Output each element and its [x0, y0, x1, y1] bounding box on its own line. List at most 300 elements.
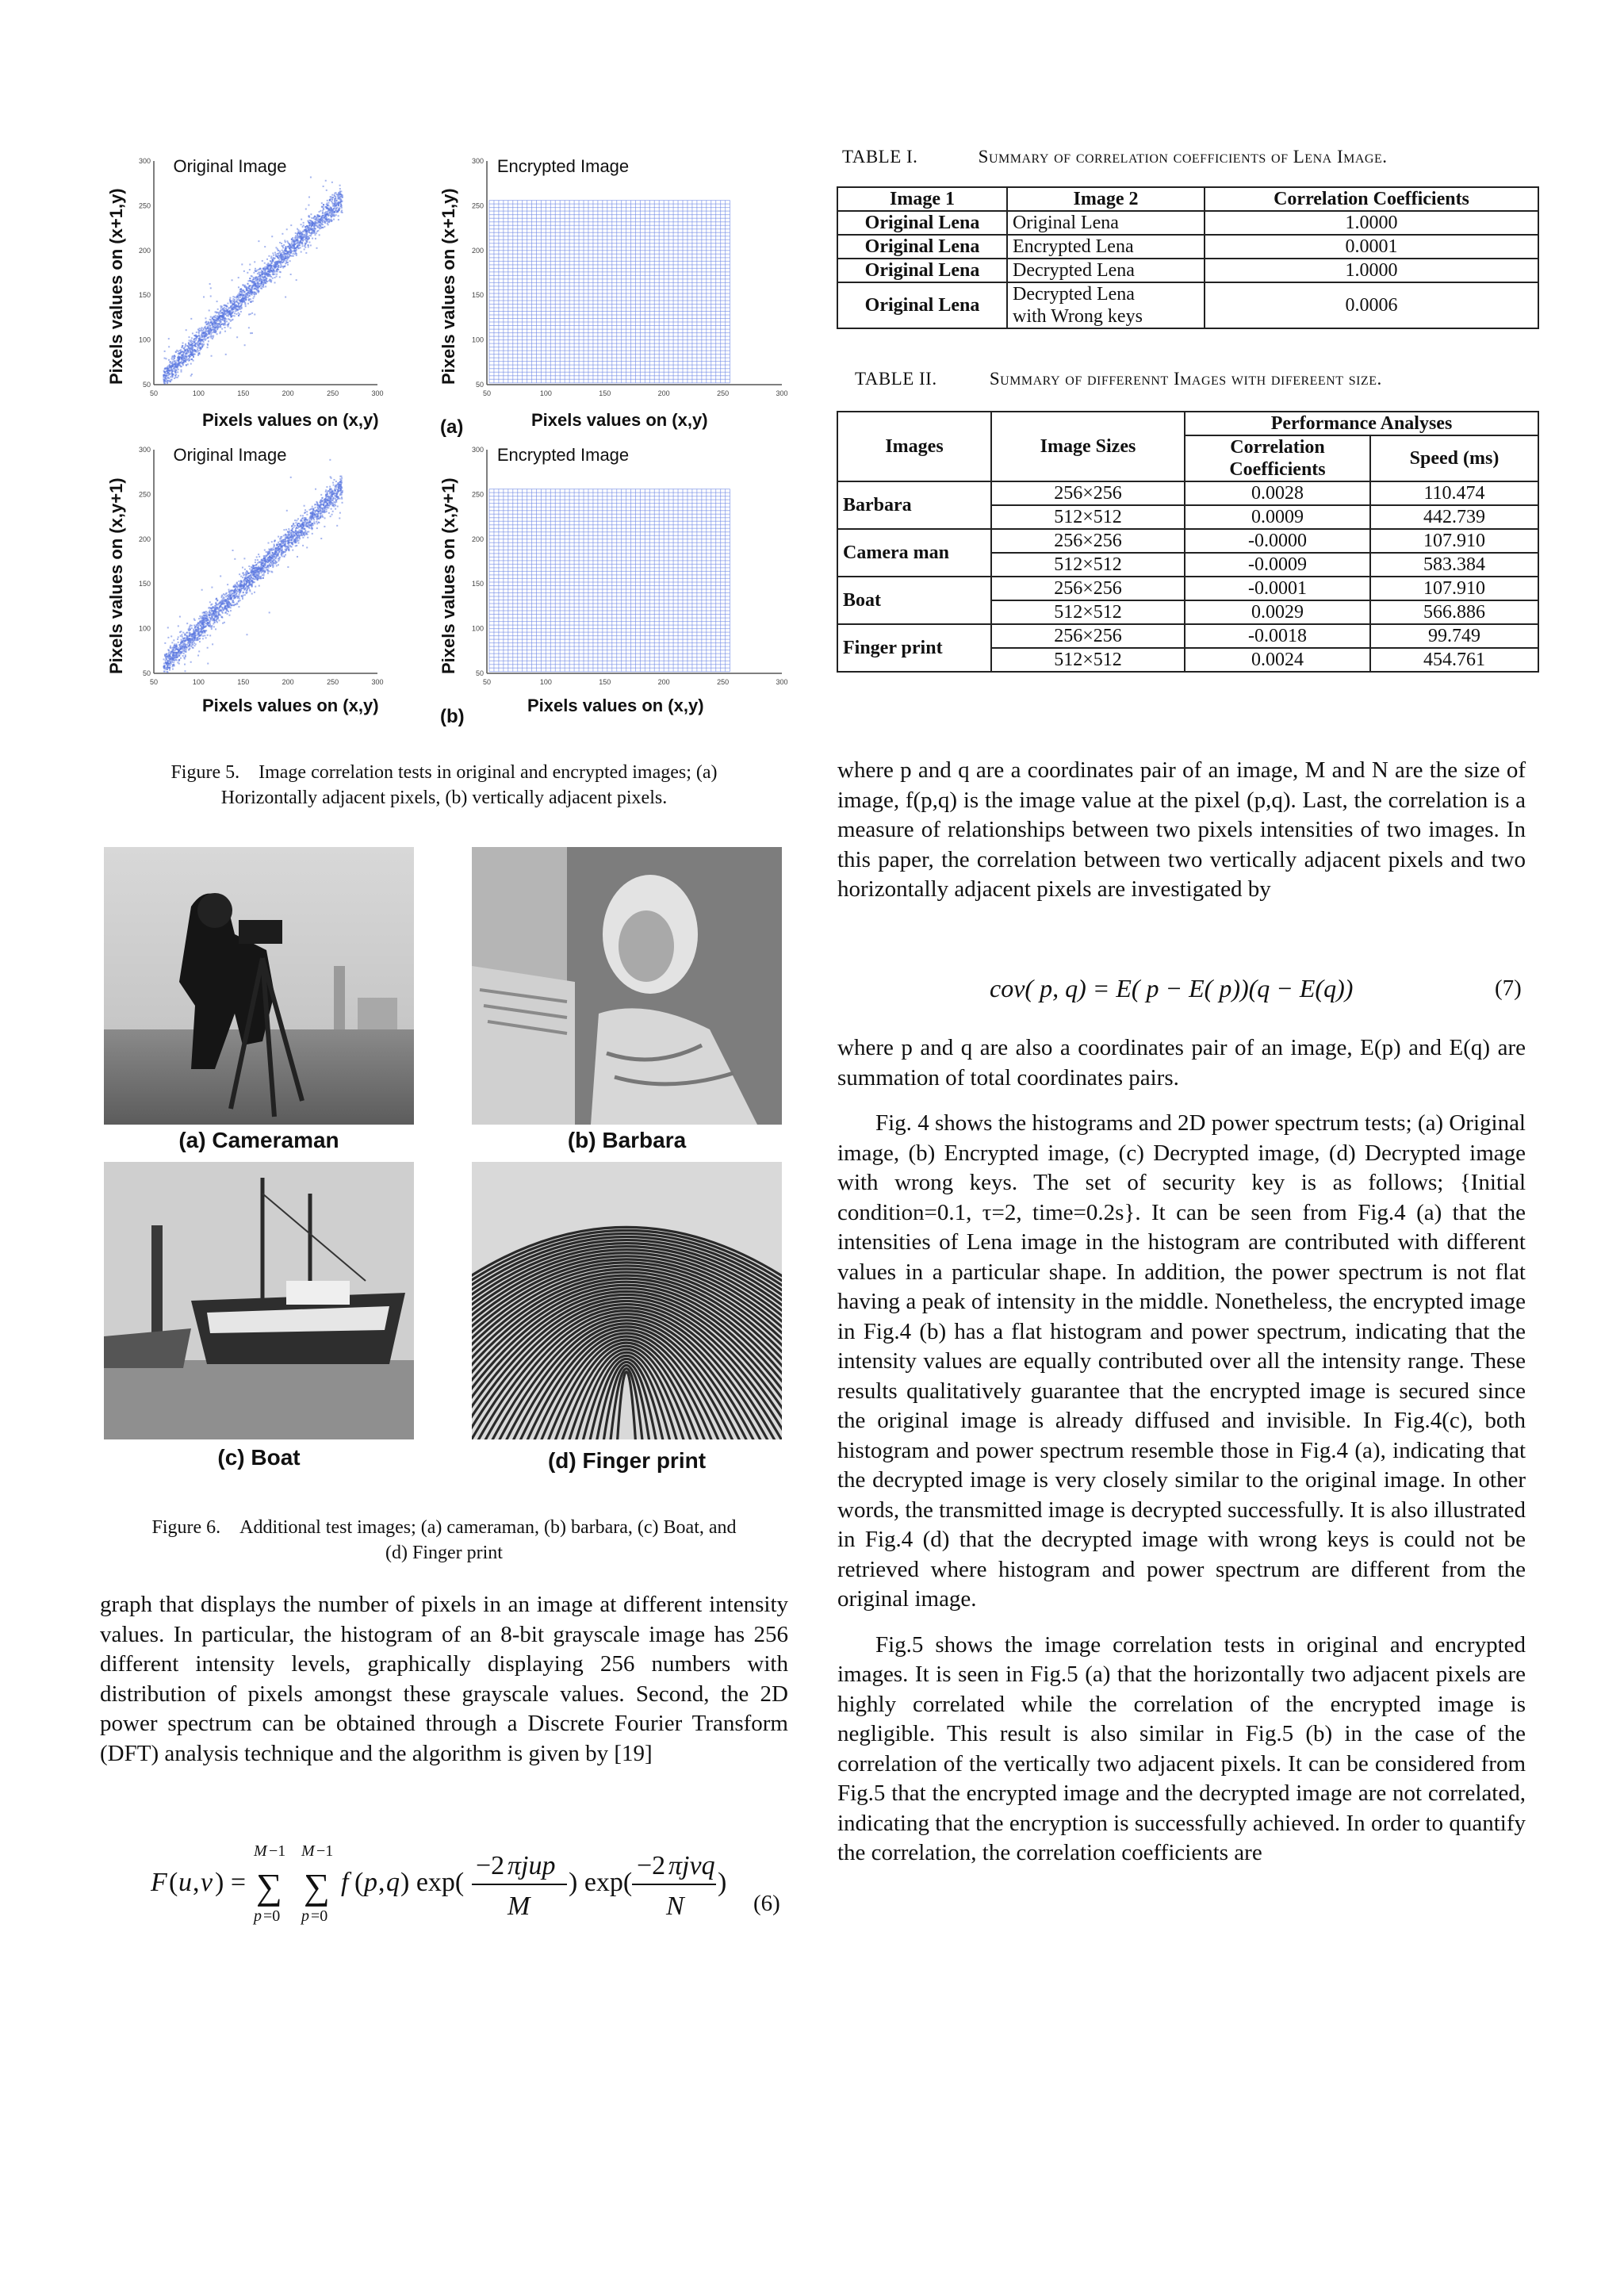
scatter-point — [247, 272, 248, 274]
scatter-point — [197, 627, 198, 628]
scatter-point — [308, 524, 310, 526]
scatter-point — [274, 282, 276, 283]
scatter-point — [205, 620, 207, 622]
scatter-point — [166, 374, 167, 376]
scatter-point — [209, 327, 211, 328]
scatter-point — [246, 573, 247, 575]
scatter-point — [191, 374, 193, 375]
scatter-point — [276, 261, 278, 263]
scatter-point — [264, 274, 266, 275]
scatter-point — [198, 650, 200, 652]
scatter-point — [191, 627, 193, 629]
scatter-grid — [489, 201, 730, 383]
scatter-point — [221, 319, 223, 320]
scatter-point — [335, 214, 337, 216]
scatter-point — [238, 303, 239, 305]
scatter-point — [234, 301, 236, 303]
scatter-point — [244, 296, 246, 297]
scatter-point — [201, 334, 202, 335]
scatter-point — [257, 574, 259, 576]
scatter-point — [169, 380, 170, 381]
scatter-point — [279, 257, 281, 259]
scatter-point — [268, 548, 270, 550]
scatter-point — [259, 562, 260, 563]
scatter-point — [173, 639, 174, 641]
scatter-point — [266, 565, 268, 566]
scatter-point — [336, 491, 338, 493]
scatter-point — [283, 259, 285, 261]
scatter-point — [313, 508, 315, 509]
scatter-point — [316, 523, 318, 524]
scatter-point — [320, 494, 322, 496]
y-tick-label: 50 — [475, 669, 484, 677]
scatter-point — [205, 339, 206, 341]
scatter-point — [190, 344, 192, 346]
scatter-point — [325, 500, 327, 502]
scatter-point — [334, 194, 335, 196]
scatter-point — [304, 528, 305, 530]
scatter-point — [259, 556, 260, 558]
scatter-point — [331, 502, 333, 504]
scatter-point — [301, 224, 302, 225]
scatter-point — [275, 558, 277, 559]
scatter-point — [275, 247, 277, 248]
scatter-point — [290, 224, 292, 226]
scatter-point — [205, 331, 207, 332]
scatter-point — [239, 299, 241, 301]
scatter-point — [274, 550, 276, 551]
scatter-point — [304, 244, 306, 246]
scatter-point — [249, 578, 251, 580]
scatter-point — [247, 292, 249, 293]
scatter-point — [278, 555, 279, 557]
scatter-point — [335, 200, 337, 201]
scatter-point — [247, 585, 249, 586]
scatter-point — [286, 240, 288, 242]
scatter-point — [279, 543, 281, 545]
scatter-point — [200, 617, 201, 619]
scatter-point — [246, 570, 247, 572]
scatter-point — [291, 243, 293, 244]
scatter-point — [269, 551, 270, 553]
scatter-point — [219, 614, 220, 615]
scatter-point — [272, 562, 274, 563]
x-tick-label: 150 — [237, 389, 250, 397]
scatter-point — [202, 635, 204, 637]
scatter-point — [266, 282, 267, 284]
scatter-point — [230, 610, 232, 611]
scatter-point — [175, 374, 177, 375]
scatter-point — [324, 517, 326, 519]
scatter-point — [301, 251, 302, 253]
scatter-point — [226, 610, 228, 611]
scatter-plot-horizontal-encrypted — [458, 155, 791, 424]
scatter-point — [321, 217, 323, 218]
scatter-point — [312, 238, 313, 240]
scatter-point — [267, 573, 269, 574]
scatter-point — [198, 618, 200, 619]
scatter-point — [269, 560, 270, 562]
scatter-point — [268, 557, 270, 558]
scatter-point — [179, 649, 181, 650]
scatter-point — [265, 564, 266, 565]
scatter-point — [170, 376, 171, 378]
scatter-point — [249, 264, 251, 266]
scatter-point — [308, 247, 309, 248]
scatter-point — [319, 234, 320, 236]
scatter-point — [197, 623, 199, 624]
scatter-point — [331, 213, 332, 215]
scatter-point — [209, 609, 211, 611]
scatter-point — [294, 253, 296, 255]
scatter-point — [307, 228, 308, 229]
scatter-point — [285, 535, 286, 537]
scatter-point — [330, 502, 331, 504]
scatter-point — [333, 479, 335, 481]
scatter-point — [246, 289, 247, 291]
scatter-point — [296, 240, 297, 242]
x-tick-label: 250 — [327, 389, 339, 397]
scatter-point — [317, 515, 319, 516]
scatter-point — [297, 542, 299, 544]
scatter-point — [210, 604, 212, 606]
scatter-point — [285, 549, 286, 550]
scatter-point — [209, 322, 211, 324]
scatter-point — [174, 375, 176, 377]
figure-5 — [95, 147, 793, 734]
scatter-point — [316, 513, 317, 515]
scatter-point — [327, 492, 328, 493]
x-tick-label: 50 — [149, 389, 159, 397]
y-tick-label: 200 — [471, 246, 484, 255]
scatter-point — [243, 592, 244, 593]
scatter-point — [178, 636, 179, 638]
scatter-point — [309, 232, 311, 234]
scatter-point — [297, 531, 299, 532]
scatter-point — [190, 341, 191, 343]
scatter-point — [196, 629, 197, 631]
scatter-point — [209, 611, 210, 612]
scatter-point — [167, 368, 168, 370]
scatter-point — [328, 505, 330, 507]
scatter-point — [285, 247, 286, 249]
scatter-point — [314, 523, 316, 524]
scatter-point — [190, 628, 191, 630]
scatter-point — [199, 638, 201, 639]
scatter-point — [316, 510, 318, 512]
scatter-point — [273, 559, 274, 561]
scatter-point — [259, 577, 261, 579]
scatter-point — [237, 309, 239, 310]
scatter-point — [327, 507, 329, 508]
scatter-point — [231, 310, 232, 312]
scatter-point — [213, 626, 215, 627]
scatter-point — [211, 627, 213, 628]
scatter-point — [186, 640, 187, 642]
scatter-point — [335, 485, 337, 486]
scatter-point — [330, 497, 331, 499]
scatter-point — [323, 186, 324, 187]
scatter-point — [285, 542, 286, 544]
scatter-point — [190, 646, 192, 647]
scatter-point — [258, 289, 259, 291]
scatter-point — [254, 576, 255, 577]
scatter-point — [210, 332, 212, 333]
scatter-point — [282, 258, 284, 259]
scatter-point — [219, 316, 220, 318]
scatter-point — [321, 227, 323, 228]
scatter-point — [245, 305, 247, 307]
scatter-point — [247, 573, 249, 574]
scatter-point — [223, 593, 224, 595]
scatter-point — [249, 583, 251, 585]
scatter-point — [215, 607, 216, 608]
scatter-point — [303, 224, 304, 226]
scatter-point — [263, 573, 265, 575]
scatter-point — [197, 624, 198, 626]
scatter-point — [203, 611, 205, 613]
scatter-point — [324, 213, 325, 214]
scatter-point — [342, 502, 343, 504]
scatter-point — [251, 585, 253, 586]
scatter-point — [197, 635, 199, 637]
scatter-point — [308, 222, 310, 224]
scatter-point — [335, 498, 336, 500]
scatter-point — [235, 310, 236, 312]
scatter-point — [282, 250, 283, 251]
scatter-point — [163, 380, 165, 381]
scatter-point — [305, 523, 307, 524]
scatter-point — [178, 650, 179, 652]
scatter-point — [300, 247, 301, 248]
scatter-point — [238, 304, 239, 305]
scatter-point — [190, 348, 191, 350]
scatter-point — [190, 318, 192, 320]
scatter-point — [246, 634, 247, 635]
scatter-point — [197, 344, 198, 346]
scatter-point — [253, 296, 255, 297]
scatter-point — [254, 567, 255, 569]
scatter-point — [267, 263, 269, 264]
scatter-point — [292, 251, 293, 252]
scatter-point — [292, 544, 293, 546]
scatter-point — [168, 663, 170, 665]
scatter-point — [296, 239, 297, 240]
scatter-point — [239, 592, 240, 593]
scatter-point — [225, 608, 227, 609]
scatter-point — [255, 293, 257, 295]
scatter-point — [185, 353, 186, 355]
scatter-point — [200, 625, 201, 627]
scatter-point — [302, 245, 304, 247]
scatter-point — [316, 232, 317, 234]
scatter-point — [236, 589, 237, 591]
scatter-point — [263, 569, 265, 571]
scatter-point — [167, 627, 169, 628]
x-tick-label: 150 — [237, 678, 250, 686]
panel-tag-a: (a) — [440, 416, 464, 438]
scatter-point — [224, 612, 226, 614]
scatter-point — [244, 594, 246, 596]
scatter-point — [254, 592, 255, 593]
scatter-point — [167, 637, 169, 638]
x-tick-label: 50 — [149, 678, 159, 686]
scatter-point — [181, 645, 182, 646]
scatter-point — [325, 489, 327, 491]
scatter-point — [294, 519, 296, 521]
scatter-point — [275, 547, 277, 549]
scatter-point — [308, 519, 310, 521]
scatter-point — [220, 575, 221, 577]
scatter-point — [251, 312, 253, 314]
scatter-point — [168, 650, 170, 651]
scatter-point — [322, 212, 324, 213]
scatter-point — [192, 351, 193, 353]
scatter-point — [290, 539, 292, 541]
scatter-point — [174, 361, 175, 362]
scatter-point — [239, 297, 241, 298]
scatter-point — [298, 523, 300, 524]
scatter-point — [331, 491, 333, 493]
scatter-point — [166, 653, 167, 654]
y-tick-label: 250 — [138, 490, 151, 499]
x-tick-label: 150 — [599, 389, 611, 397]
scatter-point — [295, 539, 297, 540]
scatter-point — [222, 623, 224, 624]
scatter-point — [251, 572, 252, 573]
scatter-point — [186, 358, 188, 360]
scatter-point — [189, 359, 190, 361]
scatter-point — [198, 340, 200, 342]
scatter-point — [178, 642, 179, 643]
scatter-point — [198, 342, 200, 343]
scatter-point — [237, 588, 239, 590]
scatter-point — [186, 356, 188, 358]
scatter-point — [184, 634, 186, 635]
scatter-point — [164, 358, 166, 359]
scatter-point — [274, 274, 276, 275]
scatter-point — [240, 585, 242, 587]
scatter-point — [331, 494, 332, 496]
y-tick-label: 250 — [471, 201, 484, 210]
scatter-point — [263, 272, 265, 274]
scatter-point — [201, 327, 202, 328]
scatter-point — [243, 595, 244, 596]
scatter-point — [178, 375, 179, 377]
scatter-point — [298, 537, 300, 539]
scatter-point — [195, 350, 197, 351]
scatter-point — [166, 358, 167, 359]
scatter-point — [207, 634, 209, 636]
scatter-point — [321, 220, 323, 221]
scatter-point — [250, 298, 251, 300]
scatter-point — [271, 270, 273, 272]
scatter-point — [332, 482, 334, 484]
scatter-point — [234, 590, 236, 592]
scatter-point — [242, 301, 243, 303]
scatter-point — [314, 224, 316, 225]
scatter-point — [339, 498, 341, 500]
scatter-point — [255, 559, 256, 561]
scatter-point — [252, 281, 254, 282]
scatter-point — [228, 592, 230, 593]
scatter-point — [300, 236, 301, 237]
scatter-point — [270, 562, 271, 563]
scatter-point — [305, 533, 307, 535]
scatter-point — [212, 332, 213, 333]
scatter-point — [334, 211, 335, 213]
scatter-point — [197, 633, 198, 634]
scatter-point — [297, 532, 298, 534]
scatter-point — [326, 504, 327, 506]
scatter-point — [217, 309, 219, 310]
scatter-point — [238, 581, 239, 582]
scatter-point — [278, 550, 279, 551]
scatter-point — [274, 257, 276, 259]
scatter-point — [238, 299, 239, 301]
scatter-point — [232, 604, 233, 606]
scatter-point — [239, 309, 241, 310]
x-tick-label: 50 — [482, 389, 492, 397]
scatter-point — [219, 608, 220, 609]
scatter-point — [169, 669, 170, 671]
scatter-point — [306, 241, 308, 243]
scatter-point — [240, 576, 242, 577]
scatter-point — [242, 598, 243, 600]
scatter-point — [207, 344, 209, 346]
scatter-point — [240, 311, 242, 312]
scatter-point — [262, 267, 264, 269]
scatter-point — [213, 323, 214, 324]
scatter-point — [328, 500, 330, 501]
scatter-point — [290, 274, 292, 275]
scatter-point — [274, 252, 276, 254]
x-tick-label: 150 — [599, 678, 611, 686]
scatter-point — [292, 536, 293, 538]
scatter-point — [331, 194, 333, 196]
scatter-point — [289, 246, 291, 247]
scatter-point — [282, 261, 284, 263]
scatter-point — [273, 271, 274, 273]
scatter-point — [214, 609, 216, 611]
scatter-point — [227, 584, 228, 585]
scatter-point — [336, 493, 338, 495]
scatter-point — [196, 335, 197, 337]
scatter-point — [190, 375, 192, 377]
scatter-point — [175, 351, 177, 353]
scatter-point — [251, 332, 253, 334]
scatter-point — [182, 362, 183, 364]
scatter-point — [279, 242, 281, 243]
scatter-point — [230, 302, 232, 304]
scatter-point — [339, 512, 341, 514]
scatter-point — [255, 288, 256, 289]
scatter-point — [338, 215, 339, 217]
scatter-point — [309, 235, 311, 236]
scatter-point — [225, 605, 227, 607]
scatter-point — [178, 647, 179, 649]
scatter-point — [225, 354, 227, 355]
scatter-point — [327, 205, 328, 206]
scatter-point — [340, 203, 342, 205]
scatter-point — [238, 296, 239, 297]
scatter-point — [248, 286, 250, 287]
scatter-point — [176, 655, 178, 657]
scatter-point — [182, 354, 184, 355]
scatter-point — [163, 370, 165, 372]
scatter-point — [293, 535, 295, 536]
scatter-point — [170, 367, 172, 369]
